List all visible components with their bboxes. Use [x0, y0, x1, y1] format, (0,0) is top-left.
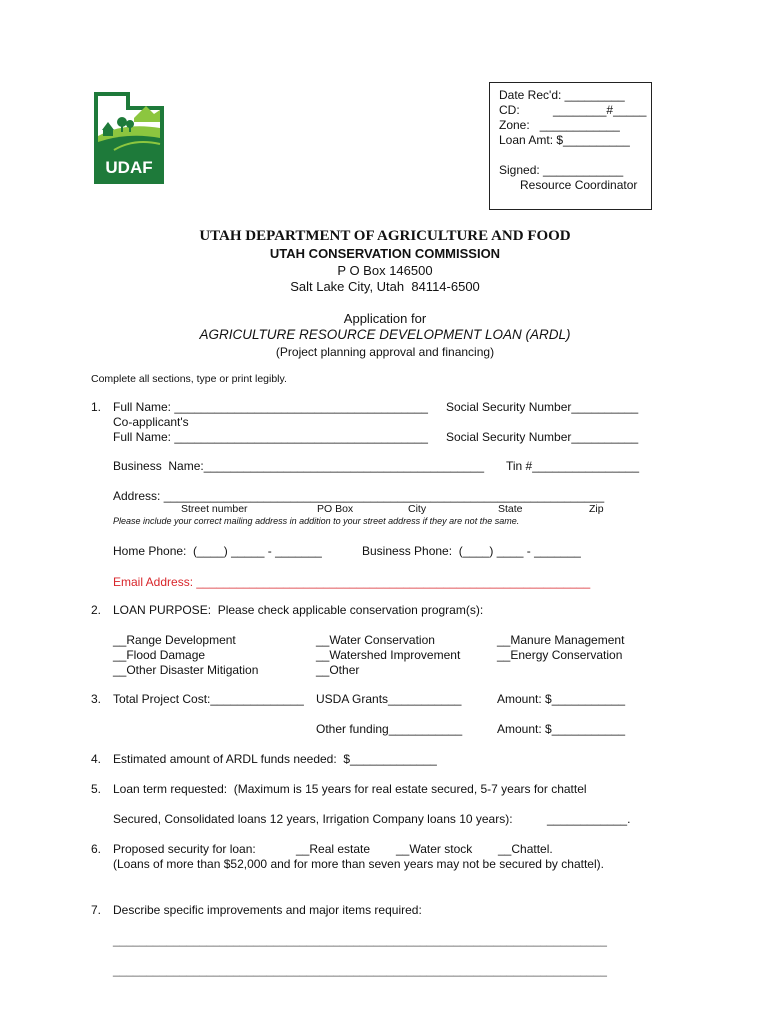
- loan-term-label-continued: Secured, Consolidated loans 12 years, Irrigation Company loans 10 years):: [113, 812, 513, 826]
- usda-amount-field[interactable]: Amount: $___________: [497, 692, 626, 706]
- udaf-logo: [94, 92, 164, 184]
- resource-coordinator-label: Resource Coordinator: [520, 178, 638, 192]
- ardl-funds-needed-field[interactable]: Estimated amount of ARDL funds needed: $_____________: [113, 752, 437, 766]
- tin-field[interactable]: Tin #________________: [506, 459, 640, 473]
- other-funding-amount-field[interactable]: Amount: $___________: [497, 722, 626, 736]
- improvements-label: Describe specific improvements and major items required:: [113, 903, 422, 917]
- zip-label: Zip: [589, 503, 604, 515]
- coapplicant-label: Co-applicant's: [113, 415, 189, 429]
- city-address: Salt Lake City, Utah 84114-6500: [290, 279, 480, 294]
- checkbox-other[interactable]: __Other: [316, 663, 360, 677]
- usda-grants-field[interactable]: USDA Grants___________: [316, 692, 462, 706]
- loan-term-field[interactable]: ____________.: [547, 812, 631, 826]
- po-box-label: PO Box: [317, 503, 354, 515]
- city-label: City: [408, 503, 427, 515]
- checkbox-range-development[interactable]: __Range Development: [113, 633, 236, 647]
- signed-field[interactable]: Signed: ____________: [499, 163, 624, 177]
- checkbox-energy-conservation[interactable]: __Energy Conservation: [497, 648, 623, 662]
- security-note: (Loans of more than $52,000 and for more than seven years may not be secured by chattel).: [113, 857, 604, 871]
- section-3-number: 3.: [91, 692, 102, 706]
- coapplicant-full-name-field[interactable]: Full Name: ______________________________________: [113, 430, 428, 444]
- checkbox-manure-management[interactable]: __Manure Management: [497, 633, 625, 647]
- business-phone-field[interactable]: Business Phone: (____) ____ - _______: [362, 544, 581, 558]
- section-2-number: 2.: [91, 603, 102, 617]
- po-box: P O Box 146500: [337, 263, 433, 278]
- address-field[interactable]: Address: __________________________________________________________________: [113, 489, 605, 503]
- full-name-field[interactable]: Full Name: ______________________________________: [113, 400, 428, 414]
- checkbox-watershed-improvement[interactable]: __Watershed Improvement: [316, 648, 461, 662]
- proposed-security-label: Proposed security for loan:: [113, 842, 256, 856]
- section-4-number: 4.: [91, 752, 102, 766]
- checkbox-water-conservation[interactable]: __Water Conservation: [316, 633, 435, 647]
- checkbox-water-stock[interactable]: __Water stock: [396, 842, 473, 856]
- total-project-cost-field[interactable]: Total Project Cost:______________: [113, 692, 304, 706]
- state-label: State: [498, 503, 523, 515]
- checkbox-flood-damage[interactable]: __Flood Damage: [113, 648, 206, 662]
- section-5-number: 5.: [91, 782, 102, 796]
- section-1-number: 1.: [91, 400, 102, 414]
- instructions: Complete all sections, type or print legibly.: [91, 373, 287, 385]
- application-for: Application for: [343, 311, 427, 326]
- loan-term-label: Loan term requested: (Maximum is 15 years for real estate secured, 5-7 years for chattel: [113, 782, 587, 796]
- checkbox-other-disaster-mitigation[interactable]: __Other Disaster Mitigation: [113, 663, 259, 677]
- loan-amount-field[interactable]: Loan Amt: $__________: [499, 133, 630, 147]
- other-funding-field[interactable]: Other funding___________: [316, 722, 463, 736]
- logo-text: UDAF: [105, 158, 153, 177]
- commission-title: UTAH CONSERVATION COMMISSION: [269, 246, 501, 261]
- cd-field[interactable]: CD: ________#_____: [499, 103, 647, 117]
- coapplicant-ssn-field[interactable]: Social Security Number__________: [446, 430, 639, 444]
- department-title: UTAH DEPARTMENT OF AGRICULTURE AND FOOD: [199, 228, 571, 244]
- business-name-field[interactable]: Business Name:__________________________________________: [113, 459, 485, 473]
- zone-field[interactable]: Zone: ____________: [499, 118, 620, 132]
- loan-purpose-label: LOAN PURPOSE: Please check applicable conservation program(s):: [113, 603, 484, 617]
- loan-subtitle: (Project planning approval and financing): [275, 345, 495, 359]
- loan-title: AGRICULTURE RESOURCE DEVELOPMENT LOAN (ARDL): [199, 327, 571, 342]
- checkbox-chattel[interactable]: __Chattel.: [498, 842, 553, 856]
- checkbox-real-estate[interactable]: __Real estate: [296, 842, 371, 856]
- section-6-number: 6.: [91, 842, 102, 856]
- date-received-field[interactable]: Date Rec'd: _________: [499, 88, 625, 102]
- ssn-field[interactable]: Social Security Number__________: [446, 400, 639, 414]
- improvements-line-1[interactable]: __________________________________________________________________________: [113, 933, 607, 947]
- email-field[interactable]: Email Address: ___________________________________________________________: [113, 575, 591, 589]
- improvements-line-2[interactable]: __________________________________________________________________________: [113, 963, 607, 977]
- office-use-box: [489, 82, 652, 210]
- home-phone-field[interactable]: Home Phone: (____) _____ - _______: [113, 544, 322, 558]
- street-number-label: Street number: [181, 503, 248, 515]
- address-note: Please include your correct mailing address in addition to your street address if they are not the same.: [113, 516, 520, 526]
- section-7-number: 7.: [91, 903, 102, 917]
